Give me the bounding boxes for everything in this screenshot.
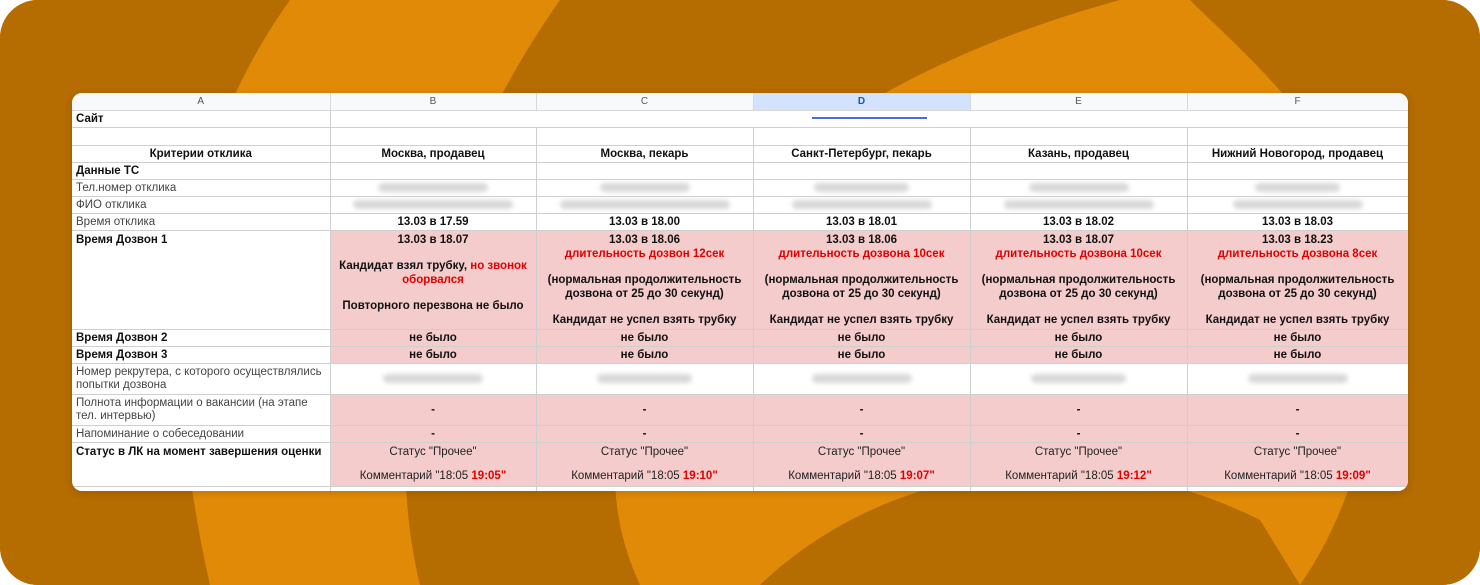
recruiter-label[interactable]: Номер рекрутера, с которого осуществлялись попытки дозвона xyxy=(72,363,330,394)
ts-data-row xyxy=(72,162,1408,179)
response-time-value[interactable]: 13.03 в 18.01 xyxy=(753,213,970,230)
redacted-cell[interactable] xyxy=(536,363,753,394)
call1-duration: длительность дозвон 12сек xyxy=(564,247,725,260)
redacted-value xyxy=(814,183,909,192)
status-comment xyxy=(337,469,530,483)
redacted-cell[interactable] xyxy=(330,363,536,394)
status-value: Статус "Прочее" xyxy=(600,445,689,458)
reminder-value[interactable]: - xyxy=(970,425,1187,442)
empty-cell[interactable] xyxy=(536,127,753,145)
redacted-cell[interactable] xyxy=(753,196,970,213)
response-time-row xyxy=(72,213,1408,230)
reminder-value[interactable]: - xyxy=(1187,425,1408,442)
redacted-value xyxy=(1248,374,1348,383)
status-cell[interactable] xyxy=(330,442,536,486)
redacted-value xyxy=(353,200,513,209)
redacted-cell[interactable] xyxy=(330,179,536,196)
recruiter-row xyxy=(72,363,1408,394)
redacted-cell[interactable] xyxy=(970,179,1187,196)
empty-cell[interactable] xyxy=(536,486,753,491)
empty-cell[interactable] xyxy=(72,486,330,491)
empty-cell[interactable] xyxy=(970,162,1187,179)
call3-value[interactable]: не было xyxy=(970,346,1187,363)
vacancy-header[interactable]: Москва, продавец xyxy=(330,145,536,162)
redacted-cell[interactable] xyxy=(753,363,970,394)
completeness-value[interactable]: - xyxy=(536,394,753,425)
status-comment xyxy=(543,469,747,483)
redacted-value xyxy=(1233,200,1363,209)
status-label[interactable]: Статус в ЛК на момент завершения оценки xyxy=(72,442,330,486)
redacted-cell[interactable] xyxy=(970,196,1187,213)
redacted-value xyxy=(792,200,932,209)
redacted-value xyxy=(383,374,483,383)
site-row xyxy=(72,110,1408,127)
phone-label[interactable]: Тел.номер отклика xyxy=(72,179,330,196)
completeness-value[interactable]: - xyxy=(330,394,536,425)
status-value: Статус "Прочее" xyxy=(1253,445,1342,458)
call2-label[interactable]: Время Дозвон 2 xyxy=(72,329,330,346)
call1-label[interactable]: Время Дозвон 1 xyxy=(72,230,330,329)
empty-cell[interactable] xyxy=(970,127,1187,145)
column-header-row xyxy=(72,93,1408,110)
empty-cell[interactable] xyxy=(330,162,536,179)
call2-value[interactable]: не было xyxy=(970,329,1187,346)
redacted-cell[interactable] xyxy=(1187,196,1408,213)
comment-time: 19:12" xyxy=(1116,469,1152,482)
site-link-cell[interactable] xyxy=(330,110,1408,127)
call1-cell[interactable] xyxy=(970,230,1187,329)
reminder-label[interactable]: Напоминание о собеседовании xyxy=(72,425,330,442)
redacted-value xyxy=(1029,183,1129,192)
empty-cell[interactable] xyxy=(1187,162,1408,179)
redacted-value xyxy=(560,200,730,209)
call1-time: 13.03 в 18.23 xyxy=(1261,233,1334,246)
column-header-e[interactable]: E xyxy=(970,93,1187,110)
no-answer-text: Кандидат не успел взять трубку xyxy=(1205,313,1390,326)
redacted-value xyxy=(597,374,692,383)
redacted-value xyxy=(1004,200,1154,209)
empty-row xyxy=(72,486,1408,491)
criteria-header-row xyxy=(72,145,1408,162)
redacted-cell[interactable] xyxy=(970,363,1187,394)
reminder-row xyxy=(72,425,1408,442)
empty-cell[interactable] xyxy=(1187,486,1408,491)
redacted-cell[interactable] xyxy=(536,196,753,213)
call1-duration: длительность дозвона 10сек xyxy=(778,247,945,260)
call1-time: 13.03 в 18.07 xyxy=(397,233,469,246)
reminder-value[interactable]: - xyxy=(330,425,536,442)
empty-cell[interactable] xyxy=(330,127,536,145)
empty-cell[interactable] xyxy=(753,162,970,179)
vacancy-header[interactable]: Казань, продавец xyxy=(970,145,1187,162)
completeness-value[interactable]: - xyxy=(1187,394,1408,425)
redacted-cell[interactable] xyxy=(1187,363,1408,394)
call3-value[interactable]: не было xyxy=(330,346,536,363)
redacted-value xyxy=(1031,374,1126,383)
call2-value[interactable]: не было xyxy=(1187,329,1408,346)
normal-duration-text: (нормальная продолжительность дозвона от 25 до 30 секунд) xyxy=(547,273,742,300)
call1-time: 13.03 в 18.06 xyxy=(825,233,898,246)
call3-value[interactable]: не было xyxy=(536,346,753,363)
call3-label[interactable]: Время Дозвон 3 xyxy=(72,346,330,363)
spreadsheet xyxy=(72,93,1408,491)
criteria-header[interactable]: Критерии отклика xyxy=(72,145,330,162)
comment-prefix: Комментарий "18:05 xyxy=(1005,469,1117,482)
call1-time: 13.03 в 18.07 xyxy=(1042,233,1115,246)
fio-label[interactable]: ФИО отклика xyxy=(72,196,330,213)
call1-cell[interactable] xyxy=(753,230,970,329)
column-header-c[interactable]: C xyxy=(536,93,753,110)
normal-duration-text: (нормальная продолжительность дозвона от 25 до 30 секунд) xyxy=(1200,273,1395,300)
empty-cell[interactable] xyxy=(753,127,970,145)
status-cell[interactable] xyxy=(536,442,753,486)
reminder-value[interactable]: - xyxy=(753,425,970,442)
empty-row xyxy=(72,127,1408,145)
redacted-cell[interactable] xyxy=(330,196,536,213)
empty-cell[interactable] xyxy=(1187,127,1408,145)
completeness-row xyxy=(72,394,1408,425)
vacancy-header[interactable]: Нижний Новогород, продавец xyxy=(1187,145,1408,162)
response-time-value[interactable]: 13.03 в 18.00 xyxy=(536,213,753,230)
redacted-cell[interactable] xyxy=(1187,179,1408,196)
call1-cell[interactable] xyxy=(330,230,536,329)
status-comment xyxy=(760,469,964,483)
comment-time: 19:07" xyxy=(899,469,935,482)
call1-cell[interactable] xyxy=(1187,230,1408,329)
empty-cell[interactable] xyxy=(970,486,1187,491)
completeness-value[interactable]: - xyxy=(970,394,1187,425)
call1-cell[interactable] xyxy=(536,230,753,329)
site-link[interactable] xyxy=(812,117,927,119)
empty-cell[interactable] xyxy=(330,486,536,491)
call1-duration: длительность дозвона 8сек xyxy=(1217,247,1378,260)
column-header-d[interactable]: D xyxy=(753,93,970,110)
call2-value[interactable]: не было xyxy=(536,329,753,346)
dropped-text: но звонок оборвался xyxy=(402,259,527,286)
ts-data-label[interactable]: Данные ТС xyxy=(72,162,330,179)
no-answer-text: Кандидат не успел взять трубку xyxy=(986,313,1171,326)
completeness-value[interactable]: - xyxy=(753,394,970,425)
redacted-value xyxy=(600,183,690,192)
no-answer-text: Кандидат не успел взять трубку xyxy=(769,313,954,326)
call1-duration: длительность дозвона 10сек xyxy=(995,247,1162,260)
vacancy-header[interactable]: Москва, пекарь xyxy=(536,145,753,162)
response-time-value[interactable]: 13.03 в 17.59 xyxy=(330,213,536,230)
comment-prefix: Комментарий "18:05 xyxy=(571,469,683,482)
call3-value[interactable]: не было xyxy=(1187,346,1408,363)
redacted-value xyxy=(378,183,488,192)
call1-time: 13.03 в 18.06 xyxy=(608,233,681,246)
comment-time: 19:09" xyxy=(1335,469,1371,482)
redacted-cell[interactable] xyxy=(753,179,970,196)
response-time-label[interactable]: Время отклика xyxy=(72,213,330,230)
redacted-cell[interactable] xyxy=(536,179,753,196)
no-recall-text: Повторного перезвона не было xyxy=(342,299,524,312)
completeness-label[interactable]: Полнота информации о вакансии (на этапе тел. интервью) xyxy=(72,394,330,425)
response-time-value[interactable]: 13.03 в 18.02 xyxy=(970,213,1187,230)
call3-value[interactable]: не было xyxy=(753,346,970,363)
comment-prefix: Комментарий "18:05 xyxy=(788,469,900,482)
normal-duration-text: (нормальная продолжительность дозвона от 25 до 30 секунд) xyxy=(981,273,1176,300)
comment-time: 19:10" xyxy=(682,469,718,482)
comment-time: 19:05" xyxy=(471,469,507,482)
status-comment xyxy=(977,469,1181,483)
call1-note xyxy=(337,259,530,287)
empty-cell[interactable] xyxy=(753,486,970,491)
redacted-value xyxy=(1255,183,1340,192)
column-header-b[interactable]: B xyxy=(330,93,536,110)
call2-row xyxy=(72,329,1408,346)
status-value: Статус "Прочее" xyxy=(389,445,477,458)
no-answer-text: Кандидат не успел взять трубку xyxy=(552,313,737,326)
status-value: Статус "Прочее" xyxy=(817,445,906,458)
empty-cell[interactable] xyxy=(72,127,330,145)
picked-up-text: Кандидат взял трубку, xyxy=(339,259,471,272)
call2-value[interactable]: не было xyxy=(753,329,970,346)
call1-row xyxy=(72,230,1408,329)
status-cell[interactable] xyxy=(1187,442,1408,486)
comment-prefix: Комментарий "18:05 xyxy=(359,469,472,482)
normal-duration-text: (нормальная продолжительность дозвона от 25 до 30 секунд) xyxy=(764,273,959,300)
column-header-a[interactable]: A xyxy=(72,93,330,110)
status-cell[interactable] xyxy=(753,442,970,486)
call2-value[interactable]: не было xyxy=(330,329,536,346)
status-comment xyxy=(1194,469,1402,483)
reminder-value[interactable]: - xyxy=(536,425,753,442)
column-header-f[interactable]: F xyxy=(1187,93,1408,110)
fio-row xyxy=(72,196,1408,213)
status-row xyxy=(72,442,1408,486)
call3-row xyxy=(72,346,1408,363)
response-time-value[interactable]: 13.03 в 18.03 xyxy=(1187,213,1408,230)
empty-cell[interactable] xyxy=(536,162,753,179)
status-cell[interactable] xyxy=(970,442,1187,486)
phone-row xyxy=(72,179,1408,196)
site-label[interactable]: Сайт xyxy=(72,110,330,127)
status-value: Статус "Прочее" xyxy=(1034,445,1123,458)
comment-prefix: Комментарий "18:05 xyxy=(1224,469,1336,482)
vacancy-header[interactable]: Санкт-Петербург, пекарь xyxy=(753,145,970,162)
redacted-value xyxy=(812,374,912,383)
